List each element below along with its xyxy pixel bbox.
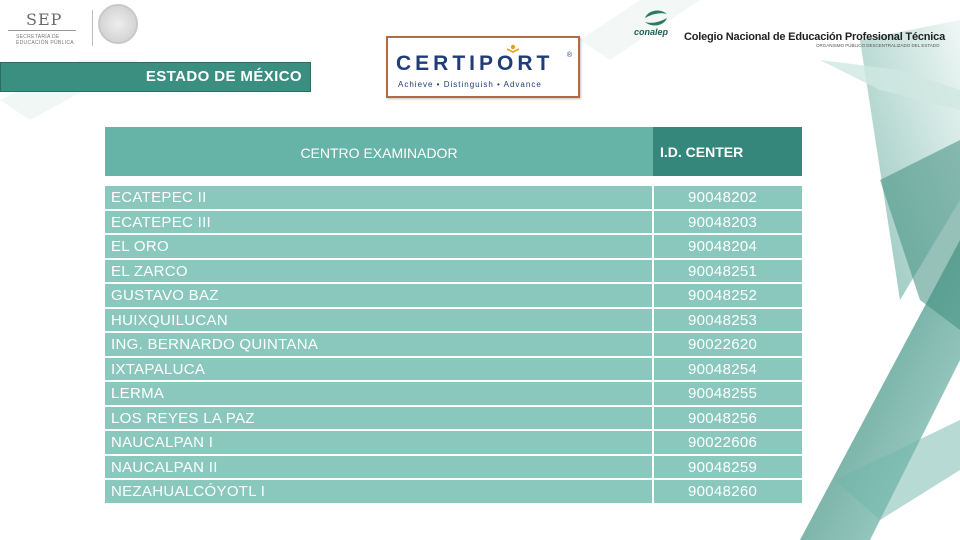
center-name: IXTAPALUCA — [111, 360, 206, 378]
center-id: 90048259 — [688, 458, 758, 476]
id-cell — [654, 309, 802, 332]
center-id: 90048204 — [688, 238, 758, 255]
table-row — [105, 406, 802, 431]
id-cell — [654, 284, 802, 307]
certiport-figure-icon — [506, 44, 520, 56]
center-id: 90048255 — [688, 385, 758, 402]
center-cell — [105, 456, 652, 479]
colegio-subtitle: ORGANISMO PÚBLICO DESCENTRALIZADO DEL ESTADO — [816, 43, 940, 48]
center-id: 90048251 — [688, 262, 758, 280]
table-row — [105, 381, 802, 406]
column-header-id — [653, 127, 802, 176]
table-row — [105, 283, 802, 308]
center-id: 90048203 — [688, 213, 758, 231]
center-name: GUSTAVO BAZ — [111, 287, 219, 304]
center-name: NEZAHUALCÓYOTL I — [111, 483, 266, 500]
center-cell — [105, 284, 652, 307]
table-body — [105, 185, 802, 504]
center-name: ING. BERNARDO QUINTANA — [111, 336, 319, 353]
center-cell — [105, 480, 652, 503]
table-row — [105, 210, 802, 235]
center-id: 90048260 — [688, 483, 758, 500]
sep-title: SEP — [26, 10, 63, 29]
center-id: 90048252 — [688, 287, 758, 304]
center-id: 90022620 — [688, 336, 758, 353]
logo-separator — [92, 10, 93, 46]
table-row — [105, 234, 802, 259]
center-cell — [105, 333, 652, 356]
id-cell — [654, 235, 802, 258]
id-cell — [654, 358, 802, 381]
center-cell — [105, 309, 652, 332]
center-cell — [105, 211, 652, 234]
certiport-tagline: Achieve • Distinguish • Advance — [398, 80, 542, 89]
id-cell — [654, 382, 802, 405]
center-id: 90048254 — [688, 360, 758, 378]
center-name: NAUCALPAN I — [111, 434, 214, 451]
center-id: 90048256 — [688, 409, 758, 427]
id-cell — [654, 431, 802, 454]
table-row — [105, 332, 802, 357]
sep-subtitle-1: SECRETARÍA DE — [16, 34, 60, 40]
center-name: LERMA — [111, 385, 165, 402]
state-label: ESTADO DE MÉXICO — [145, 68, 302, 85]
center-cell — [105, 431, 652, 454]
conalep-logo-icon — [642, 8, 670, 28]
center-cell — [105, 382, 652, 405]
center-name: ECATEPEC III — [111, 213, 212, 231]
center-name: ECATEPEC II — [111, 189, 207, 206]
state-banner — [0, 62, 311, 92]
center-name: EL ORO — [111, 238, 169, 255]
center-cell — [105, 186, 652, 209]
center-cell — [105, 260, 652, 283]
center-cell — [105, 358, 652, 381]
center-cell — [105, 235, 652, 258]
id-cell — [654, 211, 802, 234]
table-row — [105, 479, 802, 504]
column-header-id-label: I.D. CENTER — [660, 144, 744, 160]
certiport-registered-mark: ® — [566, 52, 572, 59]
id-cell — [654, 480, 802, 503]
column-header-center-label: CENTRO EXAMINADOR — [300, 145, 458, 161]
center-name: NAUCALPAN II — [111, 458, 218, 476]
id-cell — [654, 333, 802, 356]
table-row — [105, 455, 802, 480]
center-name: LOS REYES LA PAZ — [111, 409, 255, 427]
id-cell — [654, 407, 802, 430]
center-cell — [105, 407, 652, 430]
sep-divider-line — [8, 30, 76, 31]
column-header-center — [105, 127, 653, 176]
certiport-logo — [386, 36, 580, 98]
center-name: EL ZARCO — [111, 262, 188, 280]
table-row — [105, 430, 802, 455]
sep-subtitle-2: EDUCACIÓN PÚBLICA — [16, 40, 74, 46]
table-row — [105, 308, 802, 333]
certiport-wordmark: CERTIPORT — [396, 52, 554, 75]
center-id: 90048253 — [688, 311, 758, 329]
center-id: 90048202 — [688, 189, 758, 206]
id-cell — [654, 260, 802, 283]
conalep-wordmark: conalep — [634, 27, 669, 37]
center-id: 90022606 — [688, 434, 758, 451]
center-name: HUIXQUILUCAN — [111, 311, 228, 329]
table-row — [105, 185, 802, 210]
table-header — [105, 127, 802, 176]
table-row — [105, 259, 802, 284]
id-cell — [654, 186, 802, 209]
national-seal-icon — [98, 4, 138, 44]
colegio-title: Colegio Nacional de Educación Profesional Técnica — [684, 31, 945, 43]
id-cell — [654, 456, 802, 479]
table-row — [105, 357, 802, 382]
